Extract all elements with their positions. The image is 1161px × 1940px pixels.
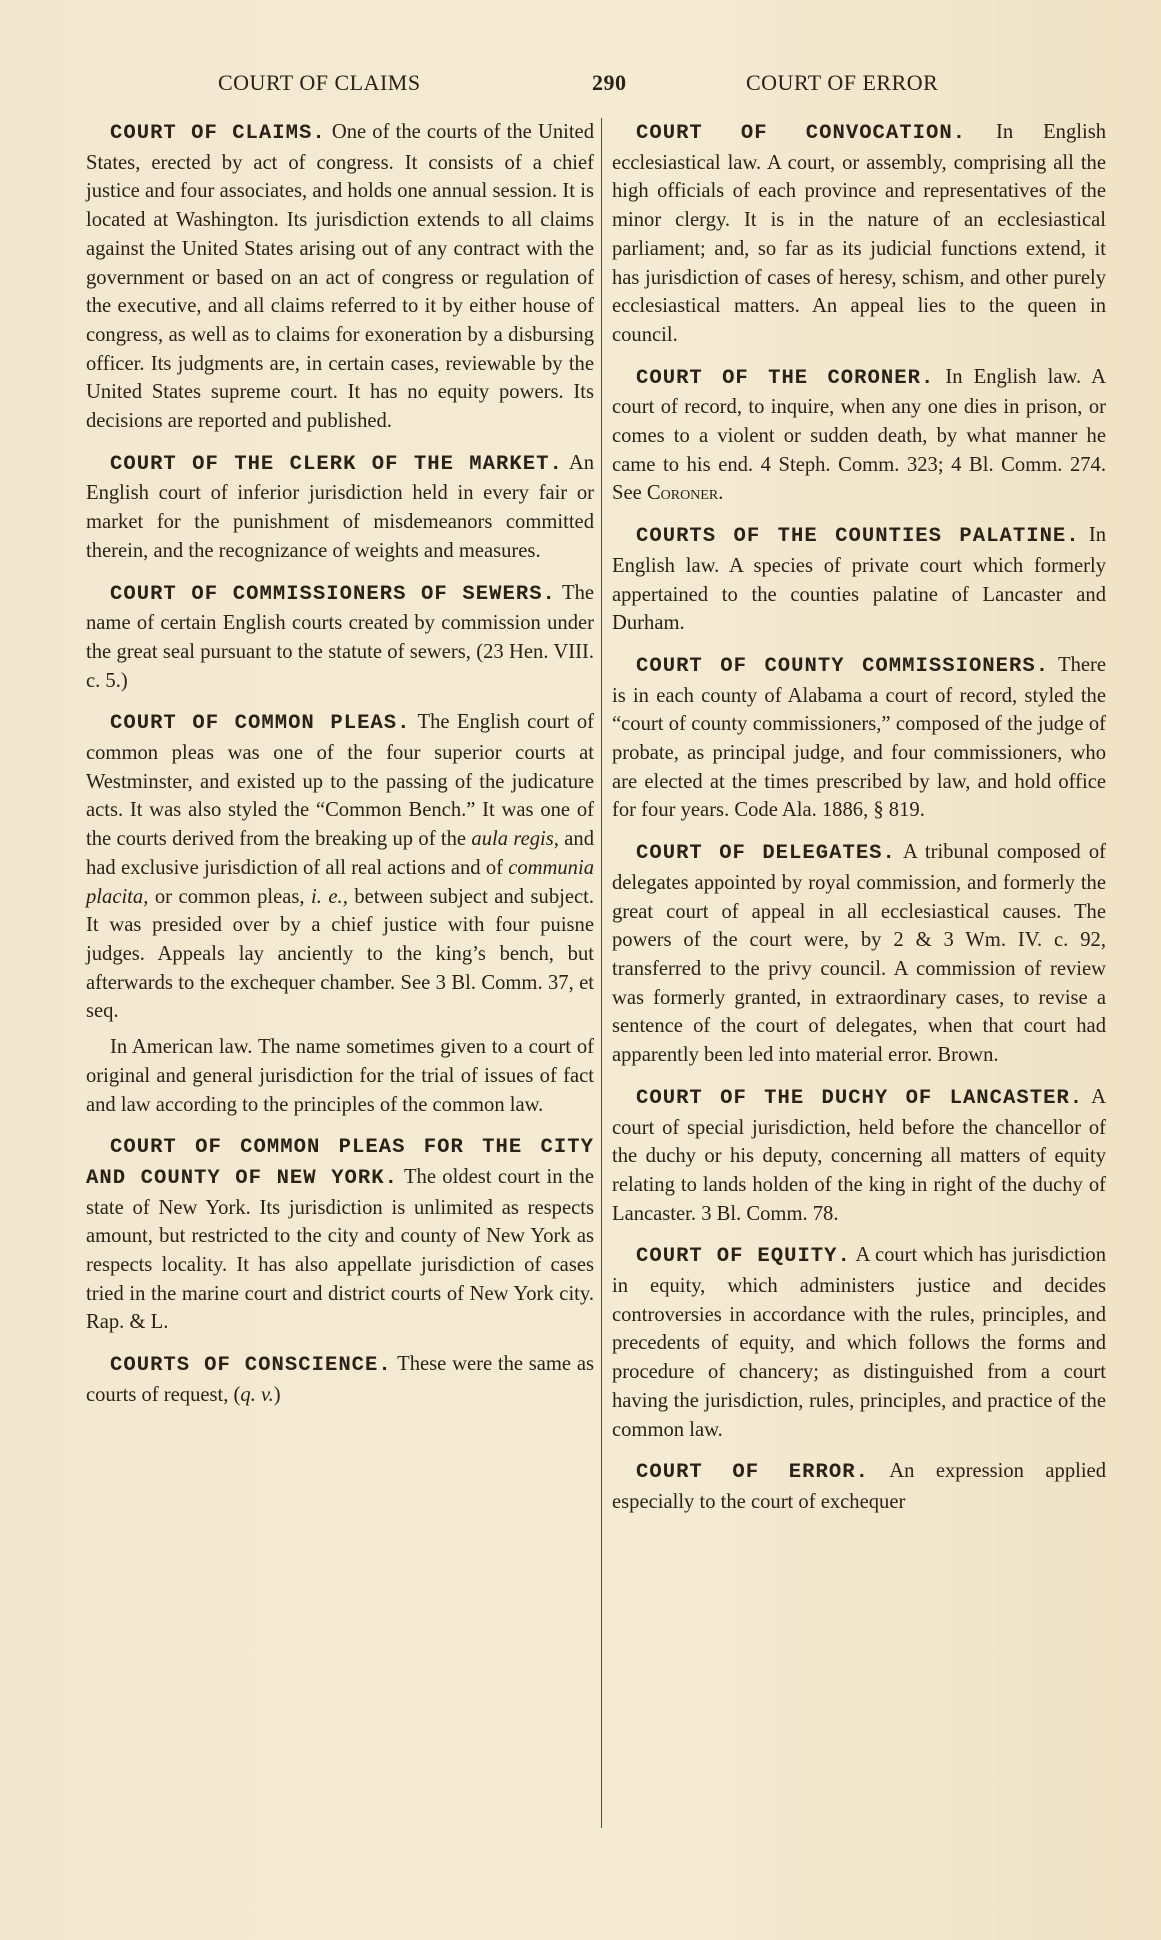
entry-text: These were the same as courts of request, ( — [86, 1353, 594, 1406]
entry-text: and had exclusive jurisdiction of all real actions and of — [86, 828, 594, 879]
entry-text: The English court of common pleas was one of the four superior courts at Westminster, and existed up to the passing of the judicature acts. It was also styled the “Common Bench.” It was one of the courts derived from the breaking up of the — [86, 711, 595, 851]
entry-italic-term: aula regis, — [471, 828, 559, 851]
entry-text: between subject and subject. It was presided over by a chief justice with four puisne judges. Appeals lay anciently to the king’s bench, but afterwards to the exchequer chamber. See 3 Bl. Comm. 37, et seq. — [86, 885, 595, 1023]
entry-headword: COURT OF DELEGATES. — [636, 842, 896, 866]
entry-court-of-common-pleas-new-york — [86, 1132, 594, 1337]
entry-text: There is in each county of Alabama a court of record, styled the “court of county commissioners,” composed of the judge of probate, as principal judge, and four commissioners, who are elected at the times prescribed by law, and hold office for four years. Code Ala. 1886, § 819. — [612, 653, 1106, 822]
entry-text: . — [718, 482, 724, 505]
entry-italic-term: communia placita, — [86, 856, 594, 908]
entry-headword: COURT OF EQUITY. — [636, 1245, 851, 1269]
entry-courts-of-counties-palatine — [612, 521, 1106, 638]
entry-court-of-clerk-of-market — [86, 449, 594, 566]
entry-headword: COURT OF COUNTY COMMISSIONERS. — [636, 654, 1050, 678]
entry-headword: COURT OF ERROR. — [636, 1461, 869, 1485]
entry-text: A court which has jurisdiction in equity, which administers justice and decides controversies in accordance with the rules, principles, and precedents of equity, and which follows the forms and procedure of chancery; as distinguished from a court having the jurisdiction, rules, principles, and practice of the common law. — [612, 1244, 1107, 1441]
entry-courts-of-conscience — [86, 1350, 594, 1409]
entry-headword: COURTS OF CONSCIENCE. — [110, 1354, 392, 1378]
entry-headword: COURT OF COMMON PLEAS. — [110, 712, 411, 736]
entry-continuation-american-law — [86, 1033, 594, 1119]
entry-headword: COURT OF THE CLERK OF THE MARKET. — [110, 452, 563, 476]
entry-court-of-commissioners-of-sewers — [86, 579, 594, 696]
entry-italic-term: i. e., — [311, 885, 348, 908]
entry-headword: COURT OF CLAIMS. — [110, 122, 326, 145]
left-column — [86, 118, 594, 1423]
entry-court-of-convocation — [612, 118, 1106, 350]
entry-text: An expression applied especially to the court of exchequer — [612, 1460, 1106, 1513]
entry-text: In American law. The name sometimes given to a court of original and general jurisdiction for the trial of issues of fact and law according to the principles of the common law. — [86, 1036, 594, 1116]
entry-court-of-duchy-of-lancaster — [612, 1083, 1106, 1229]
header-left-guideword: COURT OF CLAIMS — [218, 70, 421, 95]
entry-cross-reference: Coroner — [646, 482, 719, 505]
entry-court-of-common-pleas — [86, 708, 594, 1026]
entry-text: A court of special jurisdiction, held before the chancellor of the duchy or his deputy, concerning all matters of equity relating to lands holden of the king in right of the duchy of Lancaster. 3 Bl. Comm. 78. — [612, 1085, 1106, 1225]
header-right-guideword: COURT OF ERROR — [746, 70, 939, 95]
entry-court-of-error — [612, 1457, 1106, 1516]
entry-headword: COURT OF COMMISSIONERS OF SEWERS. — [110, 582, 556, 606]
entry-court-of-delegates — [612, 838, 1106, 1070]
entry-text: The oldest court in the state of New York. Its jurisdiction is unlimited as respects amount, but restricted to the city and county of New York as respects locality. It has also appellate jurisdiction of cases tried in the marine court and district courts of New York city. Rap. & L. — [86, 1165, 594, 1334]
entry-text: In English law. A species of private court which formerly appertained to the counties palatine of Lancaster and Durham. — [612, 524, 1106, 635]
entry-text: ) — [273, 1383, 281, 1406]
entry-text: One of the courts of the United States, erected by act of congress. It consists of a chief justice and four associates, and holds one annual session. It is located at Washington. Its jurisdiction extends to all claims against the United States arising out of any contract with the government or based on an act of congress or regulation of the executive, and all claims referred to it by either house of congress, as well as to claims for exoneration by a disbursing officer. Its judgments are, in certain cases, reviewable by the United States supreme court. It has no equity powers. Its decisions are reported and published. — [86, 121, 594, 433]
entry-text: The name of certain English courts created by commission under the great seal pursuant to the statute of sewers, (23 Hen. VIII. c. 5.) — [86, 581, 595, 692]
page-number: 290 — [592, 70, 627, 95]
entry-court-of-county-commissioners — [612, 651, 1106, 825]
entry-text: A tribunal composed of delegates appointed by royal commission, and formerly the great court of appeal in all ecclesiastical causes. The powers of the court were, by 2 & 3 Wm. IV. c. 92, transferred to the privy council. A commission of review was formerly granted, in extraordinary cases, to revise a sentence of the court of delegates, when that court had apparently been led into material error. Brown. — [612, 841, 1106, 1067]
right-column — [612, 118, 1106, 1530]
entry-headword: COURTS OF THE COUNTIES PALATINE. — [636, 525, 1080, 549]
entry-headword: COURT OF THE CORONER. — [636, 366, 935, 390]
entry-court-of-the-coroner — [612, 363, 1106, 509]
entry-text: An English court of inferior jurisdiction held in every fair or market for the punishment of misdemeanors committed therein, and the recognizance of weights and measures. — [86, 451, 594, 562]
entry-court-of-claims — [86, 118, 594, 436]
entry-court-of-equity — [612, 1241, 1106, 1444]
running-header — [0, 70, 1161, 106]
entry-text: In English ecclesiastical law. A court, or assembly, comprising all the high officials of each province and representatives of the minor clergy. It is in the nature of an ecclesiastical parliament; and, so far as its judicial functions extend, it has jurisdiction of cases of heresy, schism, and other purely ecclesiastical matters. An appeal lies to the queen in council. — [612, 121, 1107, 346]
entry-headword: COURT OF CONVOCATION. — [636, 122, 967, 145]
entry-text: or common pleas, — [148, 885, 312, 908]
entry-italic-term: q. v. — [240, 1383, 274, 1406]
column-divider — [601, 118, 602, 1828]
entry-headword: COURT OF THE DUCHY OF LANCASTER. — [636, 1086, 1084, 1110]
entry-headword: COURT OF COMMON PLEAS FOR THE CITY AND COUNTY OF NEW YORK. — [86, 1136, 594, 1190]
entry-text: In English law. A court of record, to inquire, when any one dies in prison, or comes to a violent or sudden death, by what manner he came to his end. 4 Steph. Comm. 323; 4 Bl. Comm. 274. See — [612, 365, 1106, 505]
